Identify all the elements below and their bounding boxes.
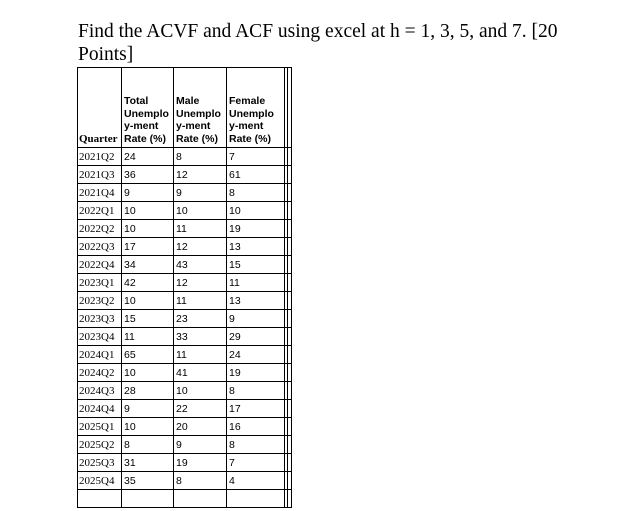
empty-table-row: [78, 490, 292, 508]
cell-quarter: 2022Q3: [78, 238, 122, 256]
cell-female: 61: [227, 166, 285, 184]
empty-cell: [288, 256, 292, 274]
cell-male: 33: [174, 328, 227, 346]
cell-male: 11: [174, 220, 227, 238]
empty-cell: [288, 292, 292, 310]
table-row: [78, 184, 292, 202]
cell-female: 7: [227, 454, 285, 472]
empty-cell: [288, 328, 292, 346]
cell-total: 9: [122, 184, 174, 202]
table-row: [78, 382, 292, 400]
question-line-2: Points]: [78, 44, 134, 65]
cell-male: 41: [174, 364, 227, 382]
table-row: [78, 418, 292, 436]
empty-cell: [288, 202, 292, 220]
table-row: [78, 256, 292, 274]
empty-cell: [288, 364, 292, 382]
cell-total: 36: [122, 166, 174, 184]
cell-female: 17: [227, 400, 285, 418]
empty-cell: [174, 490, 227, 508]
cell-female: 8: [227, 436, 285, 454]
table-row: [78, 346, 292, 364]
unemployment-table: [77, 67, 292, 508]
cell-male: 8: [174, 148, 227, 166]
data-table-container: [77, 67, 292, 508]
cell-female: 4: [227, 472, 285, 490]
cell-male: 12: [174, 274, 227, 292]
cell-female: 10: [227, 202, 285, 220]
cell-female: 7: [227, 148, 285, 166]
cell-male: 8: [174, 472, 227, 490]
cell-female: 24: [227, 346, 285, 364]
empty-cell: [288, 310, 292, 328]
empty-cell: [288, 436, 292, 454]
cell-female: 13: [227, 292, 285, 310]
cell-quarter: 2025Q3: [78, 454, 122, 472]
table-row: [78, 454, 292, 472]
table-row: [78, 274, 292, 292]
cell-female: 29: [227, 328, 285, 346]
cell-female: 11: [227, 274, 285, 292]
cell-total: 24: [122, 148, 174, 166]
cell-female: 8: [227, 184, 285, 202]
table-row: [78, 238, 292, 256]
cell-quarter: 2022Q1: [78, 202, 122, 220]
cell-quarter: 2022Q2: [78, 220, 122, 238]
cell-total: 10: [122, 292, 174, 310]
cell-total: 10: [122, 418, 174, 436]
cell-female: 16: [227, 418, 285, 436]
cell-quarter: 2025Q1: [78, 418, 122, 436]
empty-cell: [288, 220, 292, 238]
empty-cell: [288, 274, 292, 292]
empty-cell: [122, 490, 174, 508]
empty-cell: [288, 472, 292, 490]
table-body: [78, 148, 292, 508]
cell-male: 12: [174, 166, 227, 184]
empty-cell: [288, 184, 292, 202]
cell-female: 19: [227, 364, 285, 382]
header-total-rate: Total Unemplo y-ment Rate (%): [122, 68, 174, 148]
cell-male: 20: [174, 418, 227, 436]
cell-quarter: 2022Q4: [78, 256, 122, 274]
table-row: [78, 220, 292, 238]
cell-quarter: 2025Q4: [78, 472, 122, 490]
cell-total: 15: [122, 310, 174, 328]
cell-total: 9: [122, 400, 174, 418]
cell-quarter: 2024Q3: [78, 382, 122, 400]
cell-quarter: 2021Q4: [78, 184, 122, 202]
cell-male: 11: [174, 292, 227, 310]
cell-male: 19: [174, 454, 227, 472]
cell-male: 10: [174, 202, 227, 220]
cell-total: 8: [122, 436, 174, 454]
table-row: [78, 364, 292, 382]
cell-total: 10: [122, 202, 174, 220]
table-row: [78, 400, 292, 418]
header-male-rate: Male Unemplo y-ment Rate (%): [174, 68, 227, 148]
header-empty-cell: [288, 68, 292, 148]
empty-cell: [227, 490, 285, 508]
header-female-rate: Female Unemplo y-ment Rate (%): [227, 68, 285, 148]
empty-cell: [288, 400, 292, 418]
cell-female: 8: [227, 382, 285, 400]
header-quarter: Quarter: [78, 68, 122, 148]
cell-total: 34: [122, 256, 174, 274]
table-row: [78, 436, 292, 454]
question-line-1: Find the ACVF and ACF using excel at h = 1, 3, 5, and 7. [20: [78, 21, 558, 42]
cell-male: 12: [174, 238, 227, 256]
cell-male: 9: [174, 184, 227, 202]
cell-male: 23: [174, 310, 227, 328]
table-row: [78, 202, 292, 220]
table-row: [78, 166, 292, 184]
empty-cell: [288, 148, 292, 166]
table-row: [78, 328, 292, 346]
cell-quarter: 2024Q1: [78, 346, 122, 364]
cell-quarter: 2023Q3: [78, 310, 122, 328]
cell-male: 9: [174, 436, 227, 454]
empty-cell: [288, 238, 292, 256]
empty-cell: [288, 346, 292, 364]
cell-total: 10: [122, 220, 174, 238]
cell-male: 22: [174, 400, 227, 418]
empty-cell: [288, 166, 292, 184]
cell-total: 11: [122, 328, 174, 346]
cell-quarter: 2024Q2: [78, 364, 122, 382]
cell-female: 13: [227, 238, 285, 256]
cell-total: 65: [122, 346, 174, 364]
cell-quarter: 2023Q2: [78, 292, 122, 310]
cell-male: 43: [174, 256, 227, 274]
empty-cell: [288, 454, 292, 472]
question-text: [78, 20, 598, 66]
cell-total: 42: [122, 274, 174, 292]
empty-cell: [288, 382, 292, 400]
table-header-row: [78, 68, 292, 148]
empty-cell: [288, 490, 292, 508]
empty-cell: [288, 418, 292, 436]
table-row: [78, 472, 292, 490]
cell-female: 15: [227, 256, 285, 274]
empty-cell: [78, 490, 122, 508]
cell-quarter: 2021Q3: [78, 166, 122, 184]
cell-male: 10: [174, 382, 227, 400]
cell-female: 19: [227, 220, 285, 238]
cell-total: 35: [122, 472, 174, 490]
cell-quarter: 2023Q1: [78, 274, 122, 292]
cell-quarter: 2023Q4: [78, 328, 122, 346]
cell-quarter: 2024Q4: [78, 400, 122, 418]
table-row: [78, 292, 292, 310]
cell-total: 10: [122, 364, 174, 382]
cell-quarter: 2025Q2: [78, 436, 122, 454]
table-row: [78, 148, 292, 166]
cell-total: 28: [122, 382, 174, 400]
cell-male: 11: [174, 346, 227, 364]
cell-total: 17: [122, 238, 174, 256]
cell-female: 9: [227, 310, 285, 328]
cell-quarter: 2021Q2: [78, 148, 122, 166]
cell-total: 31: [122, 454, 174, 472]
table-row: [78, 310, 292, 328]
